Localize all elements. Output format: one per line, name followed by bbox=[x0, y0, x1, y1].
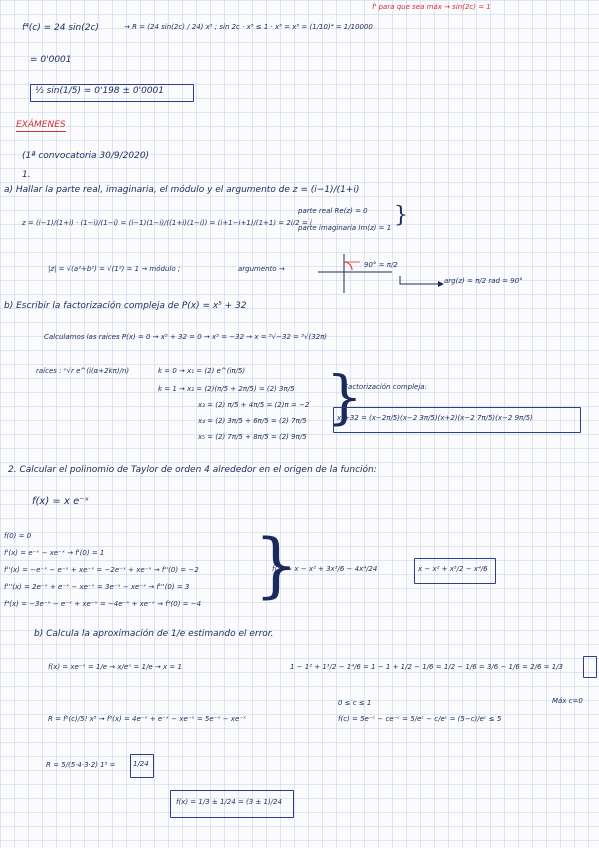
root-k1: k = 1 → x₂ = (2)(π/5 + 2π/5) = (2) 3π/5 bbox=[158, 385, 295, 393]
exam-session: (1ª convocatoria 30/9/2020) bbox=[22, 151, 150, 161]
root-k2: x₃ = (2) π/5 + 4π/5 = (2)π = −2 bbox=[198, 401, 310, 409]
taylor-boxed: x − x² + x³/2 − x⁴/6 bbox=[418, 565, 488, 573]
derivative-4: f⁴(x) = −3e⁻ˣ − e⁻ˣ + xe⁻ˣ = −4e⁻ˣ + xe⁻ˣ → f⁴(0) = −4 bbox=[4, 600, 202, 608]
roots-calculation: Calculamos las raíces P(x) = 0 → x⁵ + 32 = 0 → x⁵ = −32 → x = ⁵√−32 = ⁵√(32π) bbox=[44, 333, 328, 341]
q1a-statement: a) Hallar la parte real, imaginaria, el módulo y el argumento de z = (i−1)/(1+i) bbox=[4, 185, 360, 195]
fourth-derivative: f⁴(c) = 24 sin(2c) bbox=[22, 23, 99, 33]
derivatives-brace: } bbox=[254, 524, 299, 606]
c-interval: 0 ≤ c ≤ 1 bbox=[338, 699, 372, 707]
error-value: = 0'0001 bbox=[30, 55, 72, 65]
factorization-label: Factorización compleja: bbox=[344, 383, 427, 391]
imaginary-part: parte imaginaria Im(z) = 1 bbox=[298, 224, 392, 232]
remainder-calc: R = 5/(5·4·3·2) 1⁵ = bbox=[46, 761, 116, 769]
one-third-box bbox=[583, 656, 597, 678]
root-k4: x₅ = (2) 7π/5 + 8π/5 = (2) 9π/5 bbox=[198, 433, 307, 441]
q1a-right-brace: } bbox=[394, 203, 408, 228]
derivative-0: f(0) = 0 bbox=[4, 532, 32, 540]
approx-evaluation: 1 − 1² + 1³/2 − 1⁴/6 = 1 − 1 + 1/2 − 1/6 = 1/2 − 1/6 = 3/6 − 1/6 = 2/6 = 1/3 bbox=[290, 663, 563, 671]
root-k3: x₄ = (2) 3π/5 + 6π/5 = (2) 7π/5 bbox=[198, 417, 307, 425]
argument-label: argumento → bbox=[238, 265, 285, 273]
angle-label: 90° = π/2 bbox=[364, 261, 398, 269]
q1b-statement: b) Escribir la factorización compleja de P(x) = x⁵ + 32 bbox=[4, 301, 247, 311]
derivative-1: f'(x) = e⁻ˣ − xe⁻ˣ → f'(0) = 1 bbox=[4, 549, 105, 557]
approx-setup: f(x) = xe⁻ˣ = 1/e → x/eˣ = 1/e → x = 1 bbox=[48, 663, 182, 671]
taylor-polynomial: f(x) ≈ x − x² + 3x³/6 − 4x⁴/24 bbox=[272, 565, 378, 573]
q2-statement: 2. Calcular el polinomio de Taylor de orden 4 alrededor en el origen de la función: bbox=[8, 465, 377, 475]
modulus: |z| = √(a²+b²) = √(1²) = 1 → módulo ; bbox=[48, 265, 181, 273]
real-part: parte real Re(z) = 0 bbox=[298, 207, 368, 215]
sin-approx-result: ½ sin(1/5) = 0'198 ± 0'0001 bbox=[35, 86, 164, 96]
derivative-3: f'''(x) = 2e⁻ˣ + e⁻ˣ − xe⁻ˣ = 3e⁻ˣ − xe⁻ˣ → f'''(0) = 3 bbox=[4, 583, 190, 591]
argument-result: arg(z) = π/2 rad = 90° bbox=[444, 277, 523, 285]
derivative-2: f''(x) = −e⁻ˣ − e⁻ˣ + xe⁻ˣ = −2e⁻ˣ + xe⁻ˣ → f''(0) = −2 bbox=[4, 566, 199, 574]
remainder-bound-c: f(c) = 5e⁻ᶜ − ce⁻ᶜ = 5/eᶜ − c/eᶜ = (5−c)/eᶜ ≤ 5 bbox=[338, 715, 502, 723]
max-note: Máx c=0 bbox=[552, 697, 583, 705]
roots-formula: raíces : ⁿ√r e^(i(α+2kπ)/n) bbox=[36, 367, 130, 375]
remainder-value: 1/24 bbox=[133, 760, 149, 768]
max-sin-note: f' para que sea máx → sin(2c) = 1 bbox=[372, 3, 491, 11]
exams-title: EXÁMENES bbox=[16, 120, 66, 130]
final-approximation: f(x) = 1/3 ± 1/24 = (3 ± 1)/24 bbox=[176, 798, 282, 806]
q2b-statement: b) Calcula la aproximación de 1/e estimando el error. bbox=[34, 629, 274, 639]
q1a-work: z = (i−1)/(1+i) · (1−i)/(1−i) = (i−1)(1−i)/((1+i)(1−i)) = (i+1−i+1)/(1+1) = 2i/2 = i bbox=[22, 219, 312, 227]
q2-function: f(x) = x e⁻ˣ bbox=[32, 496, 89, 507]
factorization: x⁵+32 = (x−2π/5)(x−2 3π/5)(x+2)(x−2 7π/5)(x−2 9π/5) bbox=[337, 414, 533, 422]
remainder-bound: → R = (24 sin(2c) / 24) x⁵ ; sin 2c · x⁵ ≤ 1 · x⁵ = x⁵ = (1/10)⁴ = 1/10000 bbox=[124, 23, 373, 31]
remainder-formula: R = f⁵(c)/5! x⁵ → f⁵(x) = 4e⁻ˣ + e⁻ˣ − xe⁻ˣ = 5e⁻ˣ − xe⁻ˣ bbox=[48, 715, 247, 723]
roots-brace: } bbox=[326, 363, 363, 431]
question-1-number: 1. bbox=[22, 170, 31, 180]
root-k0: k = 0 → x₁ = (2) e^(iπ/5) bbox=[158, 367, 246, 375]
